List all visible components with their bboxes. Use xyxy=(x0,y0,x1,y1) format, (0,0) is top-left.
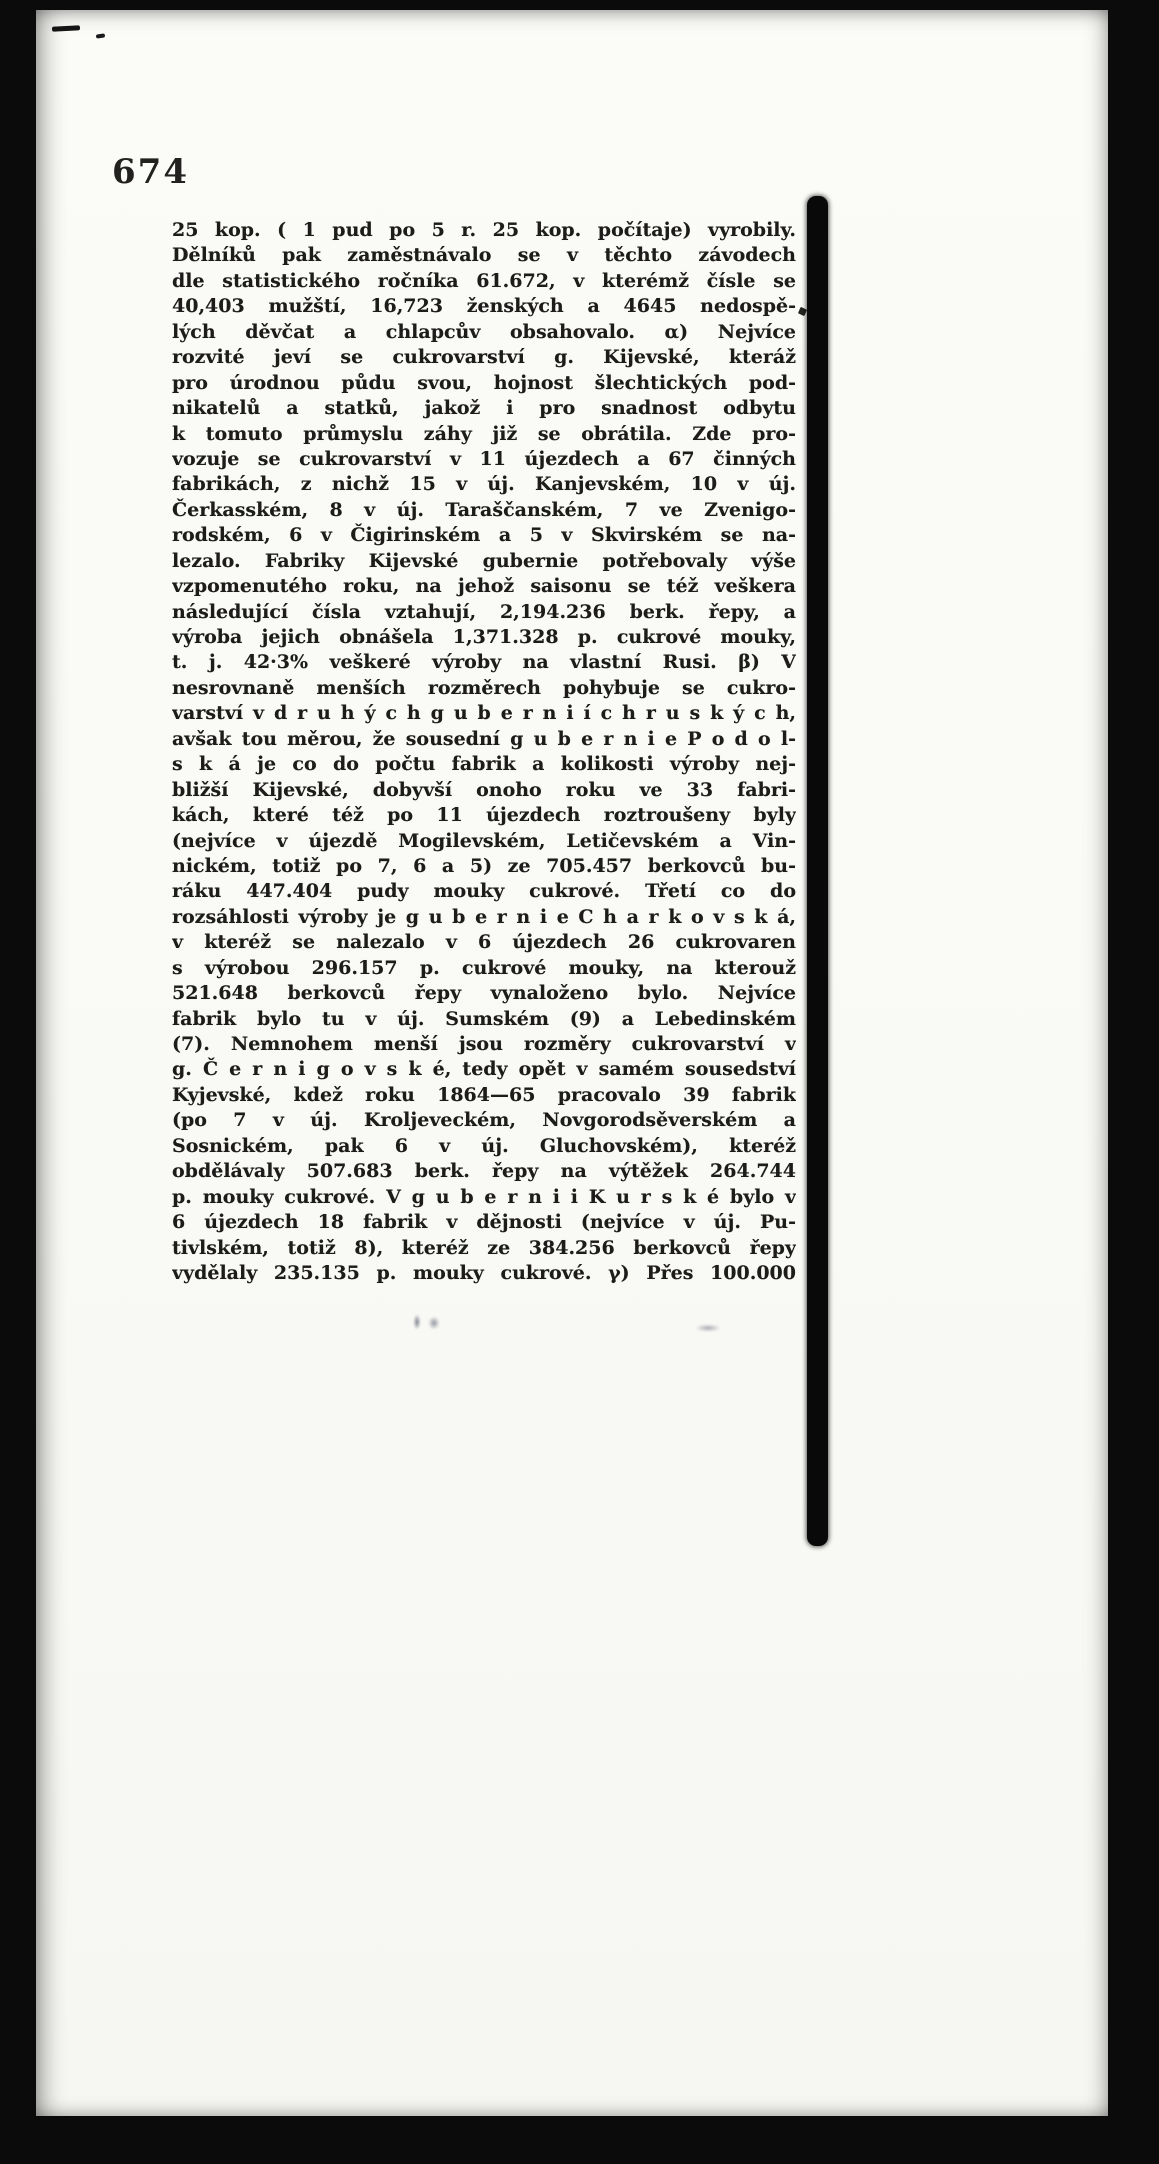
text-line: (po 7 v új. Kroljeveckém, Novgorodsěverském a xyxy=(172,1109,796,1132)
text-line: tivlském, totiž 8), kteréž ze 384.256 berkovců řepy xyxy=(172,1236,796,1259)
text-line: (7). Nemnohem menší jsou rozměry cukrovarství v xyxy=(172,1033,796,1055)
text-line: rozsáhlosti výroby je g u b e r n i e C h a r k o v s k á, xyxy=(172,905,796,928)
text-line: dle statistického ročníka 61.672, v kterémž čísle se xyxy=(172,269,796,292)
page-number: 674 xyxy=(112,152,189,192)
text-line: výroba jejich obnášela 1,371.328 p. cukrové mouky, xyxy=(172,626,796,648)
text-line: g. Č e r n i g o v s k é, tedy opět v samém sousedství xyxy=(172,1058,796,1081)
text-line: rodském, 6 v Čigirinském a 5 v Skvirském se na- xyxy=(172,524,796,547)
text-line: lých děvčat a chlapcův obsahovalo. α) Nejvíce xyxy=(172,320,796,343)
text-line: následující čísla vztahují, 2,194.236 berk. řepy, a xyxy=(172,600,796,623)
text-line: (nejvíce v újezdě Mogilevském, Letičevském a Vin- xyxy=(172,829,796,852)
text-line: pro úrodnou půdu svou, hojnost šlechtických pod- xyxy=(172,371,796,394)
text-line: vzpomenutého roku, na jehož saisonu se též veškera xyxy=(172,575,796,598)
text-line: s k á je co do počtu fabrik a kolikosti výroby nej- xyxy=(172,753,796,776)
text-line: obdělávaly 507.683 berk. řepy na výtěžek 264.744 xyxy=(172,1160,796,1183)
text-line: varství v d r u h ý c h g u b e r n i í c h r u s k ý c h, xyxy=(172,702,796,725)
text-line: nikatelů a statků, jakož i pro snadnost odbytu xyxy=(172,397,796,420)
text-line: vozuje se cukrovarství v 11 újezdech a 67 činných xyxy=(172,447,796,470)
text-line: 6 újezdech 18 fabrik v dějnosti (nejvíce v új. Pu- xyxy=(172,1211,796,1234)
text-line: t. j. 42·3% veškeré výroby na vlastní Rusi. β) V xyxy=(172,651,796,674)
text-line: ráku 447.404 pudy mouky cukrové. Třetí co do xyxy=(172,880,796,903)
text-line: fabrik bylo tu v új. Sumském (9) a Lebedinském xyxy=(172,1007,796,1030)
text-line: 40,403 mužští, 16,723 ženských a 4645 nedospě- xyxy=(172,295,796,318)
text-line: bližší Kijevské, dobyvší onoho roku ve 33 fabri- xyxy=(172,778,796,801)
text-line: k tomuto průmyslu záhy již se obrátila. Zde pro- xyxy=(172,422,796,445)
text-line: s výrobou 296.157 p. cukrové mouky, na kterouž xyxy=(172,956,796,979)
text-line: lezalo. Fabriky Kijevské gubernie potřebovaly výše xyxy=(172,549,796,572)
text-line: avšak tou měrou, že sousední g u b e r n i e P o d o l- xyxy=(172,727,796,750)
body-text xyxy=(172,218,796,1286)
text-line: Sosnickém, pak 6 v új. Gluchovském), kteréž xyxy=(172,1134,796,1157)
text-line: kách, které též po 11 újezdech roztroušeny byly xyxy=(172,804,796,827)
text-line: rozvité jeví se cukrovarství g. Kijevské, kteráž xyxy=(172,346,796,369)
text-line: Kyjevské, kdež roku 1864—65 pracovalo 39 fabrik xyxy=(172,1083,796,1106)
text-line: nesrovnaně menších rozměrech pohybuje se cukro- xyxy=(172,676,796,699)
text-line: v kteréž se nalezalo v 6 újezdech 26 cukrovaren xyxy=(172,931,796,954)
text-line: Čerkasském, 8 v új. Taraščanském, 7 ve Zvenigo- xyxy=(172,498,796,521)
text-line: nickém, totiž po 7, 6 a 5) ze 705.457 berkovců bu- xyxy=(172,854,796,877)
text-line: Dělníků pak zaměstnávalo se v těchto závodech xyxy=(172,244,796,267)
text-line: 25 kop. ( 1 pud po 5 r. 25 kop. počítaje) vyrobily. xyxy=(172,219,796,241)
text-line: vydělaly 235.135 p. mouky cukrové. γ) Přes 100.000 xyxy=(172,1261,796,1284)
text-line: 521.648 berkovců řepy vynaloženo bylo. Nejvíce xyxy=(172,982,796,1005)
smudge-mark-left xyxy=(408,1308,448,1338)
text-line: p. mouky cukrové. V g u b e r n i i K u r s k é bylo v xyxy=(172,1185,796,1208)
page-edge-shadow-bar xyxy=(807,196,828,1546)
smudge-mark-right xyxy=(686,1320,732,1336)
text-line: fabrikách, z nichž 15 v új. Kanjevském, 10 v új. xyxy=(172,473,796,496)
